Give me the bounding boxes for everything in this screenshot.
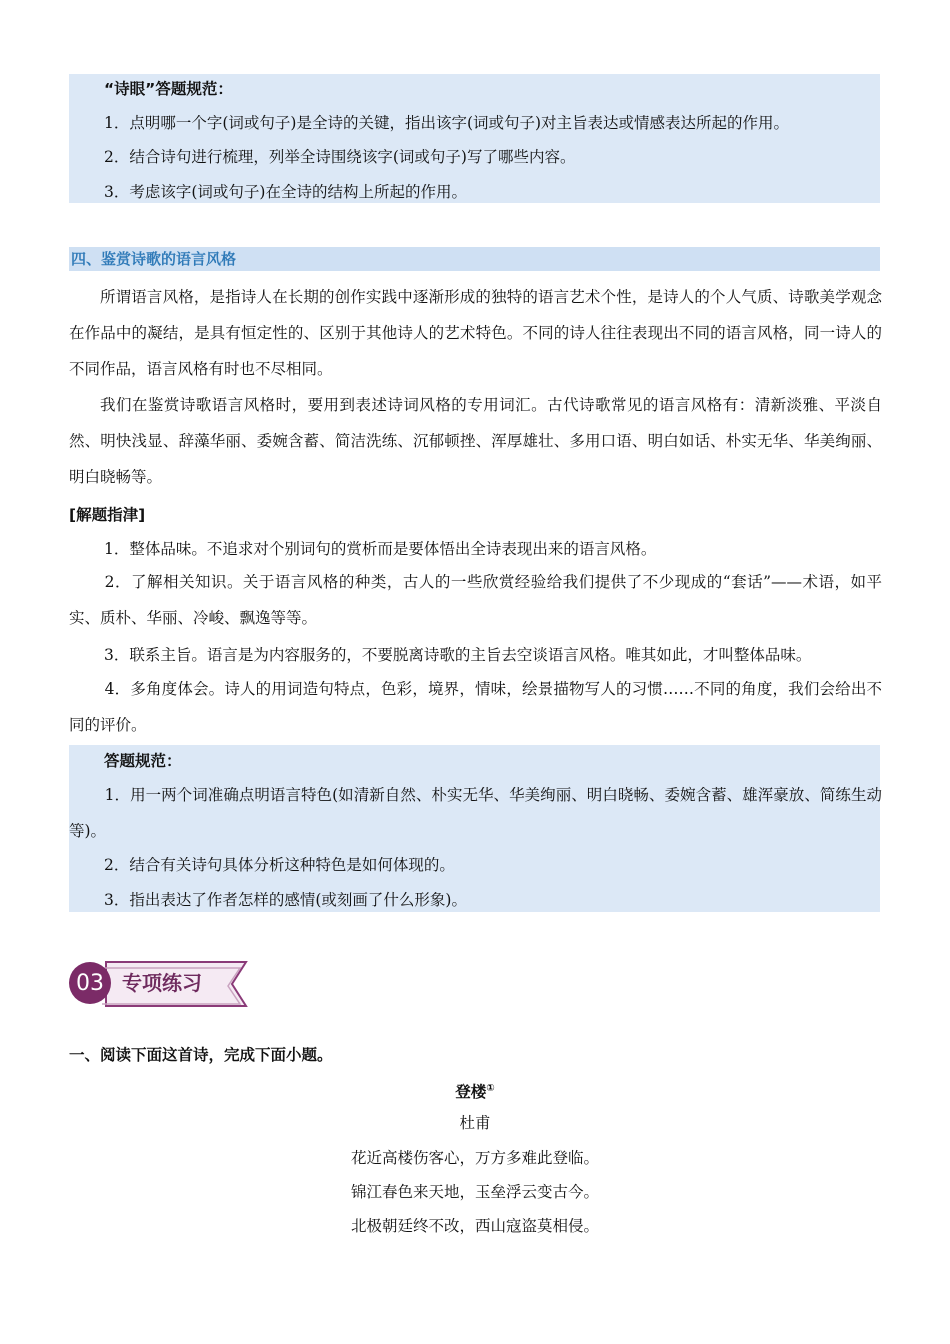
poem-line: 花近高楼伤客心，万方多难此登临。 <box>350 1149 599 1167</box>
guide-item: 3．联系主旨。语言是为内容服务的，不要脱离诗歌的主旨去空谈语言风格。唯其如此，才叫整体品味。 <box>104 646 812 664</box>
guide-item: 4．多角度体会。诗人的用词造句特点，色彩，境界，情味，绘景描物写人的习惯……不同的角度，我们会给出不同的评价。 <box>69 680 882 734</box>
box1-item: 1．点明哪一个字(词或句子)是全诗的关键，指出该字(词或句子)对主旨表达或情感表达所起的作用。 <box>104 114 790 132</box>
footnote-mark[interactable]: ① <box>486 1083 495 1094</box>
box2-item: 2．结合有关诗句具体分析这种特色是如何体现的。 <box>104 856 455 874</box>
poem-title <box>0 1079 950 1102</box>
box1-title: “诗眼”答题规范： <box>104 80 233 98</box>
box2-item: 1．用一两个词准确点明语言特色(如清新自然、朴实无华、华美绚丽、明白晓畅、委婉含蓄、雄浑豪放、简练生动等)。 <box>69 786 882 840</box>
box2-item: 3．指出表达了作者怎样的感情(或刻画了什么形象)。 <box>104 891 467 909</box>
box1-item: 2．结合诗句进行梳理，列举全诗围绕该字(词或句子)写了哪些内容。 <box>104 148 576 166</box>
section-badge-label: 专项练习 <box>122 971 202 995</box>
box2-title: 答题规范： <box>104 752 182 770</box>
paragraph-language-style: 所谓语言风格，是指诗人在长期的创作实践中逐渐形成的独特的语言艺术个性，是诗人的个人气质、诗歌美学观念在作品中的凝结，是具有恒定性的、区别于其他诗人的艺术特色。不同的诗人往往表现出不同的语言风格，同一诗人的不同作品，语言风格有时也不尽相同。 <box>69 288 882 378</box>
guide-item: 2．了解相关知识。关于语言风格的种类，古人的一些欣赏经验给我们提供了不少现成的“套话”——术语，如平实、质朴、华丽、冷峻、飘逸等等。 <box>69 573 882 627</box>
guide-label: [解题指津] <box>69 506 146 524</box>
guide-item: 1．整体品味。不追求对个别词句的赏析而是要体悟出全诗表现出来的语言风格。 <box>104 540 657 558</box>
paragraph-style-vocabulary: 我们在鉴赏诗歌语言风格时，要用到表述诗词风格的专用词汇。古代诗歌常见的语言风格有：清新淡雅、平淡自然、明快浅显、辞藻华丽、委婉含蓄、简洁洗练、沉郁顿挫、浑厚雄壮、多用口语、明白如话、朴实无华、华美绚丽、明白晓畅等。 <box>69 396 882 486</box>
poem-line: 锦江春色来天地，玉垒浮云变古今。 <box>350 1183 599 1201</box>
section-heading: 四、鉴赏诗歌的语言风格 <box>71 250 237 268</box>
question-prompt: 一、阅读下面这首诗，完成下面小题。 <box>69 1046 333 1064</box>
section-number-badge: 03 <box>69 962 111 1004</box>
poem-title-text: 登楼 <box>455 1083 487 1102</box>
poem-line: 北极朝廷终不改，西山寇盗莫相侵。 <box>350 1217 599 1235</box>
box1-item: 3．考虑该字(词或句子)在全诗的结构上所起的作用。 <box>104 183 467 201</box>
poem-author: 杜甫 <box>459 1114 491 1132</box>
